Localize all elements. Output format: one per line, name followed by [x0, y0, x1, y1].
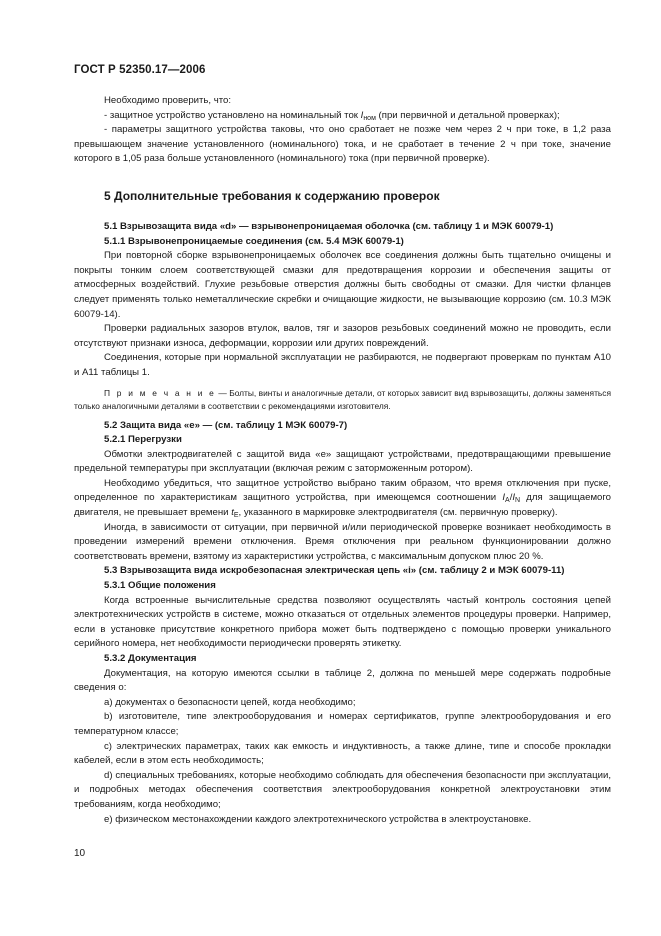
para-5-2-1-2-text-b: для защищаемого двигателя, не превышает времени — [74, 492, 611, 519]
para-5-2-1-2 — [74, 477, 611, 521]
para-5-2-1-2-text-a: Необходимо убедиться, что защитное устройство выбрано таким образом, что время отключения при пуске, определенное по характеристикам защитного устройства, при имеющемся соотношении — [74, 477, 611, 504]
para-5-3-1-1: Когда встроенные вычислительные средства позволяют осуществлять частый контроль состояния цепей электротехнических устройств в системе, можно отказаться от отдельных элементов процедуры проверки. Например, если в установке присутствие конкретного прибора может быть подтверждено с помощью проверки уникального серийного номера, нет необходимости периодически проверять этикетку. — [74, 594, 611, 650]
para-5-1-1-3: Соединения, которые при нормальной эксплуатации не разбираются, не подвергают проверкам по пунктам А10 и А11 таблицы 1. — [74, 352, 611, 378]
section-5-2-heading: 5.2 Защита вида «е» — (см. таблицу 1 МЭК 60079-7) — [104, 419, 348, 431]
section-5-1-1-heading: 5.1.1 Взрывонепроницаемые соединения (см. 5.4 МЭК 60079-1) — [104, 235, 404, 247]
check-item-2: - параметры защитного устройства таковы, что оно сработает не позже чем через 2 ч при токе, в 1,2 раза превышающем значение установленного (номинального) тока, и не сработает в течение 2 ч при токе, значение которого в 1,05 раза больше установленного (номинального) тока (при первичной проверке). — [74, 124, 611, 165]
te-symbol: t — [231, 507, 234, 519]
para-5-2-1-1: Обмотки электродвигателей с защитой вида «е» защищают устройствами, предотвращающими превышение предельной температуры при эксплуатации (включая режим с заторможенным ротором). — [74, 448, 611, 475]
current-symbol: I — [360, 109, 364, 121]
list-item: d) специальных требованиях, которые необходимо соблюдать для обеспечения безопасности при эксплуатации, и подробных методах обеспечения соответствия электрооборудования конкретной электроустановки этим требованиям, когда необходимо; — [74, 769, 611, 810]
check-item-1-text-b: (при первичной и детальной проверках); — [375, 109, 560, 121]
check-item-1 — [74, 109, 611, 124]
in-subscript: N — [515, 497, 521, 505]
section-5-3-heading: 5.3 Взрывозащита вида искробезопасная электрическая цепь «i» (см. таблицу 2 и МЭК 60079-11) — [104, 565, 565, 577]
document-body — [74, 94, 611, 827]
ia-symbol: I — [502, 492, 506, 504]
ratio-slash: / — [509, 492, 513, 504]
section-5-heading: 5 Дополнительные требования к содержанию проверок — [104, 188, 440, 203]
check-item-1-text-a: - защитное устройство установлено на номинальный ток — [104, 109, 361, 121]
current-subscript: ном — [363, 114, 376, 122]
te-subscript: E — [233, 512, 239, 520]
section-5-1-heading: 5.1 Взрывозащита вида «d» — взрывонепроницаемая оболочка (см. таблицу 1 и МЭК 60079-1) — [104, 220, 554, 232]
para-5-1-1-1: При повторной сборке взрывонепроницаемых оболочек все соединения должны быть тщательно очищены и покрыты тонким слоем соответствующей смазки для предотвращения коррозии и обеспечения защиты от атмосферных воздействий. Глухие резьбовые отверстия должны быть свободны от смазки. Для чистки фланцев следует применять только неметаллические скребки и очищающие жидкости, не вызывающие коррозию (см. 10.3 МЭК 60079-14). — [74, 250, 611, 320]
para-5-2-1-3: Иногда, в зависимости от ситуации, при первичной и/или периодической проверке возникает необходимость в проведении измерений времени отключения. Время отключения при реальном функционировании должно соответствовать времени, взятому из характеристики устройства, с максимальным допуском плюс 20 %. — [74, 521, 611, 562]
in-symbol: I — [512, 492, 516, 504]
section-5-3-2-heading: 5.3.2 Документация — [104, 653, 197, 664]
list-item: е) физическом местонахождении каждого электротехнического устройства в электроустановке. — [104, 813, 532, 825]
section-5-3-1-heading: 5.3.1 Общие положения — [104, 580, 216, 592]
note-text: — Болты, винты и аналогичные детали, от которых зависит вид взрывозащиты, должны заменяться только аналогичными деталями в соответствии с рекомендациями изготовителя. — [74, 387, 611, 411]
note — [74, 387, 611, 413]
para-5-1-1-2: Проверки радиальных зазоров втулок, валов, тяг и зазоров резьбовых соединений можно не проводить, если отсутствуют признаки износа, деформации, коррозии или других повреждений. — [74, 323, 611, 349]
para-5-2-1-2-text-c: , указанного в маркировке электродвигателя (см. первичную проверку). — [238, 507, 558, 519]
document-header: ГОСТ Р 52350.17—2006 — [74, 64, 206, 76]
list-item: с) электрических параметрах, таких как емкость и индуктивность, а также длине, типе и способе прокладки кабелей, если в этом есть необходимость; — [74, 740, 611, 767]
check-intro: Необходимо проверить, что: — [104, 95, 232, 106]
list-item: b) изготовителе, типе электрооборудования и номерах сертификатов, группе электрооборудования и его температурном классе; — [74, 711, 611, 737]
note-label: П р и м е ч а н и е — [104, 387, 217, 398]
page-number: 10 — [74, 848, 86, 859]
section-5-2-1-heading: 5.2.1 Перегрузки — [104, 434, 182, 446]
para-5-3-2-1: Документация, на которую имеются ссылки в таблице 2, должна по меньшей мере содержать подробные сведения о: — [74, 667, 611, 694]
ia-subscript: A — [505, 497, 510, 505]
list-item: а) документах о безопасности цепей, когда необходимо; — [104, 696, 356, 708]
